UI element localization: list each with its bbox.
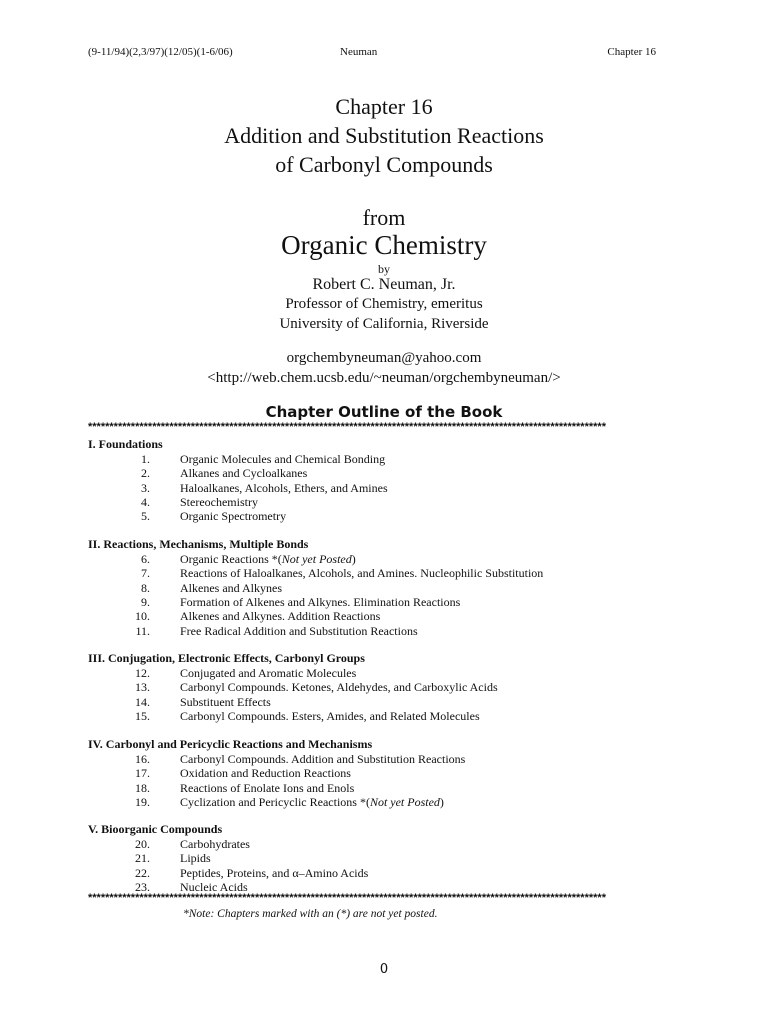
chapter-number-label: 2. [141,466,150,481]
chapter-number-label: 13. [135,680,150,695]
author-university: University of California, Riverside [279,316,489,332]
chapter-title-label [180,781,354,796]
chapter-number-label: 10. [135,609,150,624]
outline-chapter-item[interactable] [0,566,768,581]
outline-note: *Note: Chapters marked with an (*) are not yet posted. [183,908,438,920]
outline-part-heading: V. Bioorganic Compounds [88,822,223,836]
chapter-number-label: 21. [135,851,150,866]
outline-chapter-item[interactable] [0,781,768,796]
chapter-title-label [180,481,388,496]
chapter-title-text: Free Radical Addition and Substitution Reactions [180,623,418,638]
chapter-title-label [180,695,271,710]
chapter-number-label: 22. [135,865,150,880]
from-label: from [362,205,406,230]
chapter-number-label: 5. [141,509,150,524]
outline-chapter-item[interactable] [0,509,768,524]
email-link[interactable]: orgchembyneuman@yahoo.com [286,350,482,366]
chapter-title-line-1: Addition and Substitution Reactions [224,123,544,148]
chapter-title-text: Alkanes and Cycloalkanes [180,466,308,481]
chapter-title-text: Oxidation and Reduction Reactions [180,766,351,781]
chapter-title-text: Cyclization and Pericyclic Reactions *( [180,794,370,809]
chapter-title-label [180,709,480,724]
outline-chapter-item[interactable] [0,680,768,695]
outline-chapter-item[interactable] [0,752,768,767]
divider-top: ************************************************************************************************************************* [88,421,606,433]
chapter-title-label [180,851,211,866]
not-yet-posted-note: Not yet Posted [369,794,440,809]
chapter-title-text: Carbonyl Compounds. Ketones, Aldehydes, and Carboxylic Acids [180,680,498,695]
chapter-title-text: Carbohydrates [180,837,250,851]
chapter-number-label: 20. [135,837,150,851]
chapter-title-label [180,795,444,810]
chapter-number-label: 11. [135,623,150,638]
chapter-title-label [180,866,368,881]
outline-part-heading: III. Conjugation, Electronic Effects, Carbonyl Groups [88,651,365,665]
outline-chapter-item[interactable] [0,552,768,567]
outline-part-heading: IV. Carbonyl and Pericyclic Reactions and Mechanisms [88,737,373,751]
chapter-number-label: 12. [135,666,150,680]
chapter-number-label: 23. [135,879,150,894]
chapter-number: Chapter 16 [335,94,433,119]
chapter-number-label: 7. [141,566,150,581]
chapter-number-label: 14. [135,694,150,709]
chapter-title-text: Lipids [180,851,211,866]
chapter-number-label: 16. [135,752,150,766]
chapter-number-label: 19. [135,794,150,809]
chapter-number-label: 1. [141,452,150,466]
chapter-title-label [180,466,307,481]
outline-chapter-item[interactable] [0,709,768,724]
outline-chapter-item[interactable] [0,866,768,881]
outline-chapter-item[interactable] [0,452,768,467]
chapter-title-label [180,595,460,610]
page-number: 0 [379,962,389,977]
chapter-title-text: Organic Molecules and Chemical Bonding [180,452,386,466]
chapter-title-text: Organic Spectrometry [180,509,287,524]
outline-heading: Chapter Outline of the Book [265,403,503,421]
chapter-title-text: Reactions of Haloalkanes, Alcohols, and Amines. Nucleophilic Substitution [180,566,544,581]
author-name: Robert C. Neuman, Jr. [312,276,456,293]
outline-chapter-item[interactable] [0,766,768,781]
book-title: Organic Chemistry [281,230,487,260]
outline-chapter-item[interactable] [0,466,768,481]
chapter-title-label [180,495,258,510]
chapter-number-label: 17. [135,766,150,781]
chapter-title-label [180,752,465,767]
chapter-number-label: 18. [135,780,150,795]
chapter-title-line-2: of Carbonyl Compounds [275,152,493,177]
chapter-title-label [180,509,286,524]
chapter-title-text: Reactions of Enolate Ions and Enols [180,780,355,795]
outline-chapter-item[interactable] [0,666,768,681]
outline-chapter-item[interactable] [0,851,768,866]
chapter-title-text: Alkenes and Alkynes [180,580,282,595]
chapter-title-text: Substituent Effects [180,694,271,709]
chapter-title-label [180,666,356,681]
chapter-title-text: Stereochemistry [180,494,258,509]
chapter-number-label: 15. [135,708,150,723]
chapter-number-label: 9. [141,594,150,609]
closing-paren: ) [439,794,444,809]
header-revision-dates: (9-11/94)(2,3/97)(12/05)(1-6/06) [88,46,233,58]
outline-part-heading: II. Reactions, Mechanisms, Multiple Bonds [88,537,309,551]
divider-bottom: ************************************************************************************************************************* [88,892,606,904]
outline-chapter-item[interactable] [0,495,768,510]
outline-chapter-item[interactable] [0,795,768,810]
closing-paren: ) [351,552,356,566]
chapter-title-text: Peptides, Proteins, and α–Amino Acids [180,865,369,880]
chapter-title-text: Organic Reactions *( [180,552,282,566]
chapter-title-text: Alkenes and Alkynes. Addition Reactions [180,609,381,624]
chapter-number-label: 3. [141,480,150,495]
chapter-title-label [180,680,498,695]
chapter-title-label [180,609,380,624]
chapter-title-text: Conjugated and Aromatic Molecules [180,666,357,680]
outline-chapter-item[interactable] [0,581,768,596]
by-label: by [378,262,390,276]
header-author: Neuman [340,46,378,58]
outline-chapter-item[interactable] [0,624,768,639]
outline-chapter-item[interactable] [0,695,768,710]
chapter-title-text: Formation of Alkenes and Alkynes. Elimination Reactions [180,594,461,609]
chapter-title-label [180,581,282,596]
chapter-title-label [180,766,351,781]
chapter-number-label: 8. [141,580,150,595]
chapter-title-label [180,837,250,852]
website-link[interactable]: <http://web.chem.ucsb.edu/~neuman/orgchembyneuman/> [207,370,561,386]
chapter-title-text: Nucleic Acids [180,879,248,894]
chapter-title-label [180,566,543,581]
outline-chapter-item[interactable] [0,595,768,610]
outline-chapter-item[interactable] [0,837,768,852]
chapter-title-label [180,552,356,567]
chapter-title-label [180,452,385,467]
outline-chapter-item[interactable] [0,481,768,496]
outline-chapter-item[interactable] [0,609,768,624]
chapter-title-label [180,624,418,639]
author-position: Professor of Chemistry, emeritus [285,296,483,312]
chapter-title-text: Carbonyl Compounds. Esters, Amides, and Related Molecules [180,708,480,723]
chapter-number-label: 6. [141,552,150,566]
chapter-title-text: Haloalkanes, Alcohols, Ethers, and Amines [180,480,388,495]
chapter-number-label: 4. [141,494,150,509]
outline-part-heading: I. Foundations [88,437,163,451]
header-chapter: Chapter 16 [607,46,656,58]
chapter-title-text: Carbonyl Compounds. Addition and Substitution Reactions [180,752,466,766]
not-yet-posted-note: Not yet Posted [281,552,352,566]
